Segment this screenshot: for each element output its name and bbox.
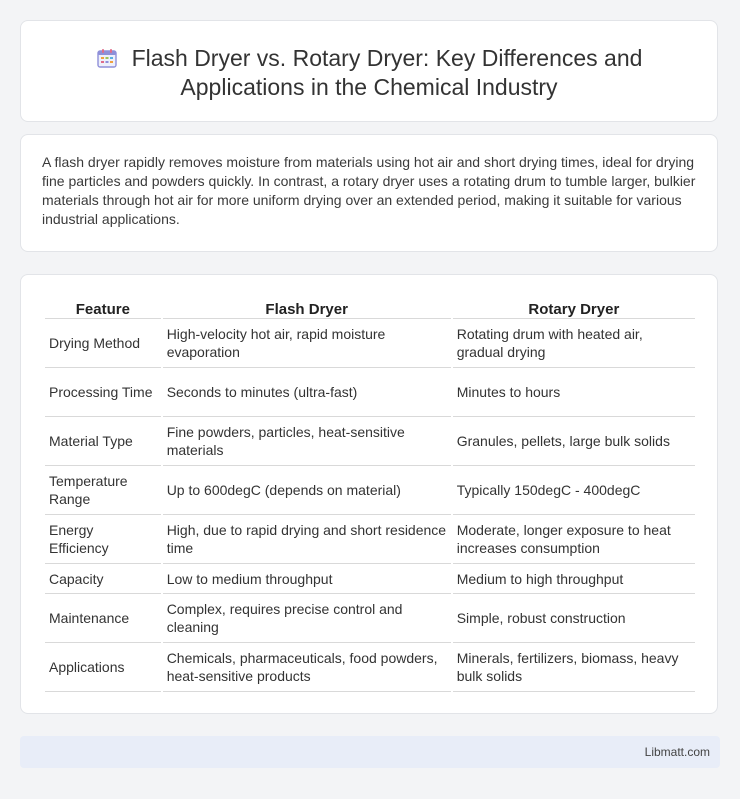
header-flash-dryer: Flash Dryer xyxy=(163,296,451,319)
feature-cell: Processing Time xyxy=(45,368,161,417)
table-header-row xyxy=(45,296,695,319)
rotary-cell: Rotating drum with heated air, gradual drying xyxy=(453,319,695,368)
rotary-cell: Minerals, fertilizers, biomass, heavy bulk solids xyxy=(453,643,695,692)
page-title xyxy=(21,44,717,102)
table-row xyxy=(45,643,695,692)
table-row xyxy=(45,594,695,643)
feature-cell: Temperature Range xyxy=(45,466,161,515)
feature-cell: Material Type xyxy=(45,417,161,466)
intro-text: A flash dryer rapidly removes moisture from materials using hot air and short drying times, ideal for drying fine particles and powders quickly. In contrast, a rotary dryer uses a rotating drum to tumble larger, bulkier materials through hot air for more uniform drying over an extended period, making it suitable for various industrial applications. xyxy=(42,154,696,227)
feature-cell: Energy Efficiency xyxy=(45,515,161,564)
table-row xyxy=(45,417,695,466)
rotary-cell: Typically 150degC - 400degC xyxy=(453,466,695,515)
title-line-2: Applications in the Chemical Industry xyxy=(180,74,558,100)
table-row xyxy=(45,319,695,368)
rotary-cell: Simple, robust construction xyxy=(453,594,695,643)
footer-brand-link[interactable]: Libmatt.com xyxy=(644,745,710,759)
title-card xyxy=(20,20,718,122)
title-line-1: Flash Dryer vs. Rotary Dryer: Key Differences and xyxy=(131,45,643,71)
rotary-cell: Moderate, longer exposure to heat increases consumption xyxy=(453,515,695,564)
comparison-card xyxy=(20,274,718,714)
table-row xyxy=(45,564,695,594)
flash-cell: Seconds to minutes (ultra-fast) xyxy=(163,368,451,417)
footer-bar xyxy=(20,736,720,768)
header-feature: Feature xyxy=(45,296,161,319)
flash-cell: Up to 600degC (depends on material) xyxy=(163,466,451,515)
intro-card xyxy=(20,134,718,252)
flash-cell: Low to medium throughput xyxy=(163,564,451,594)
flash-cell: Chemicals, pharmaceuticals, food powders, heat-sensitive products xyxy=(163,643,451,692)
rotary-cell: Granules, pellets, large bulk solids xyxy=(453,417,695,466)
rotary-cell: Medium to high throughput xyxy=(453,564,695,594)
table-row xyxy=(45,466,695,515)
flash-cell: High-velocity hot air, rapid moisture evaporation xyxy=(163,319,451,368)
header-rotary-dryer: Rotary Dryer xyxy=(453,296,695,319)
feature-cell: Applications xyxy=(45,643,161,692)
table-row xyxy=(45,368,695,417)
flash-cell: Complex, requires precise control and cleaning xyxy=(163,594,451,643)
feature-cell: Capacity xyxy=(45,564,161,594)
table-row xyxy=(45,515,695,564)
calendar-icon xyxy=(96,48,118,68)
feature-cell: Maintenance xyxy=(45,594,161,643)
rotary-cell: Minutes to hours xyxy=(453,368,695,417)
comparison-table xyxy=(43,296,697,692)
feature-cell: Drying Method xyxy=(45,319,161,368)
flash-cell: High, due to rapid drying and short residence time xyxy=(163,515,451,564)
flash-cell: Fine powders, particles, heat-sensitive materials xyxy=(163,417,451,466)
